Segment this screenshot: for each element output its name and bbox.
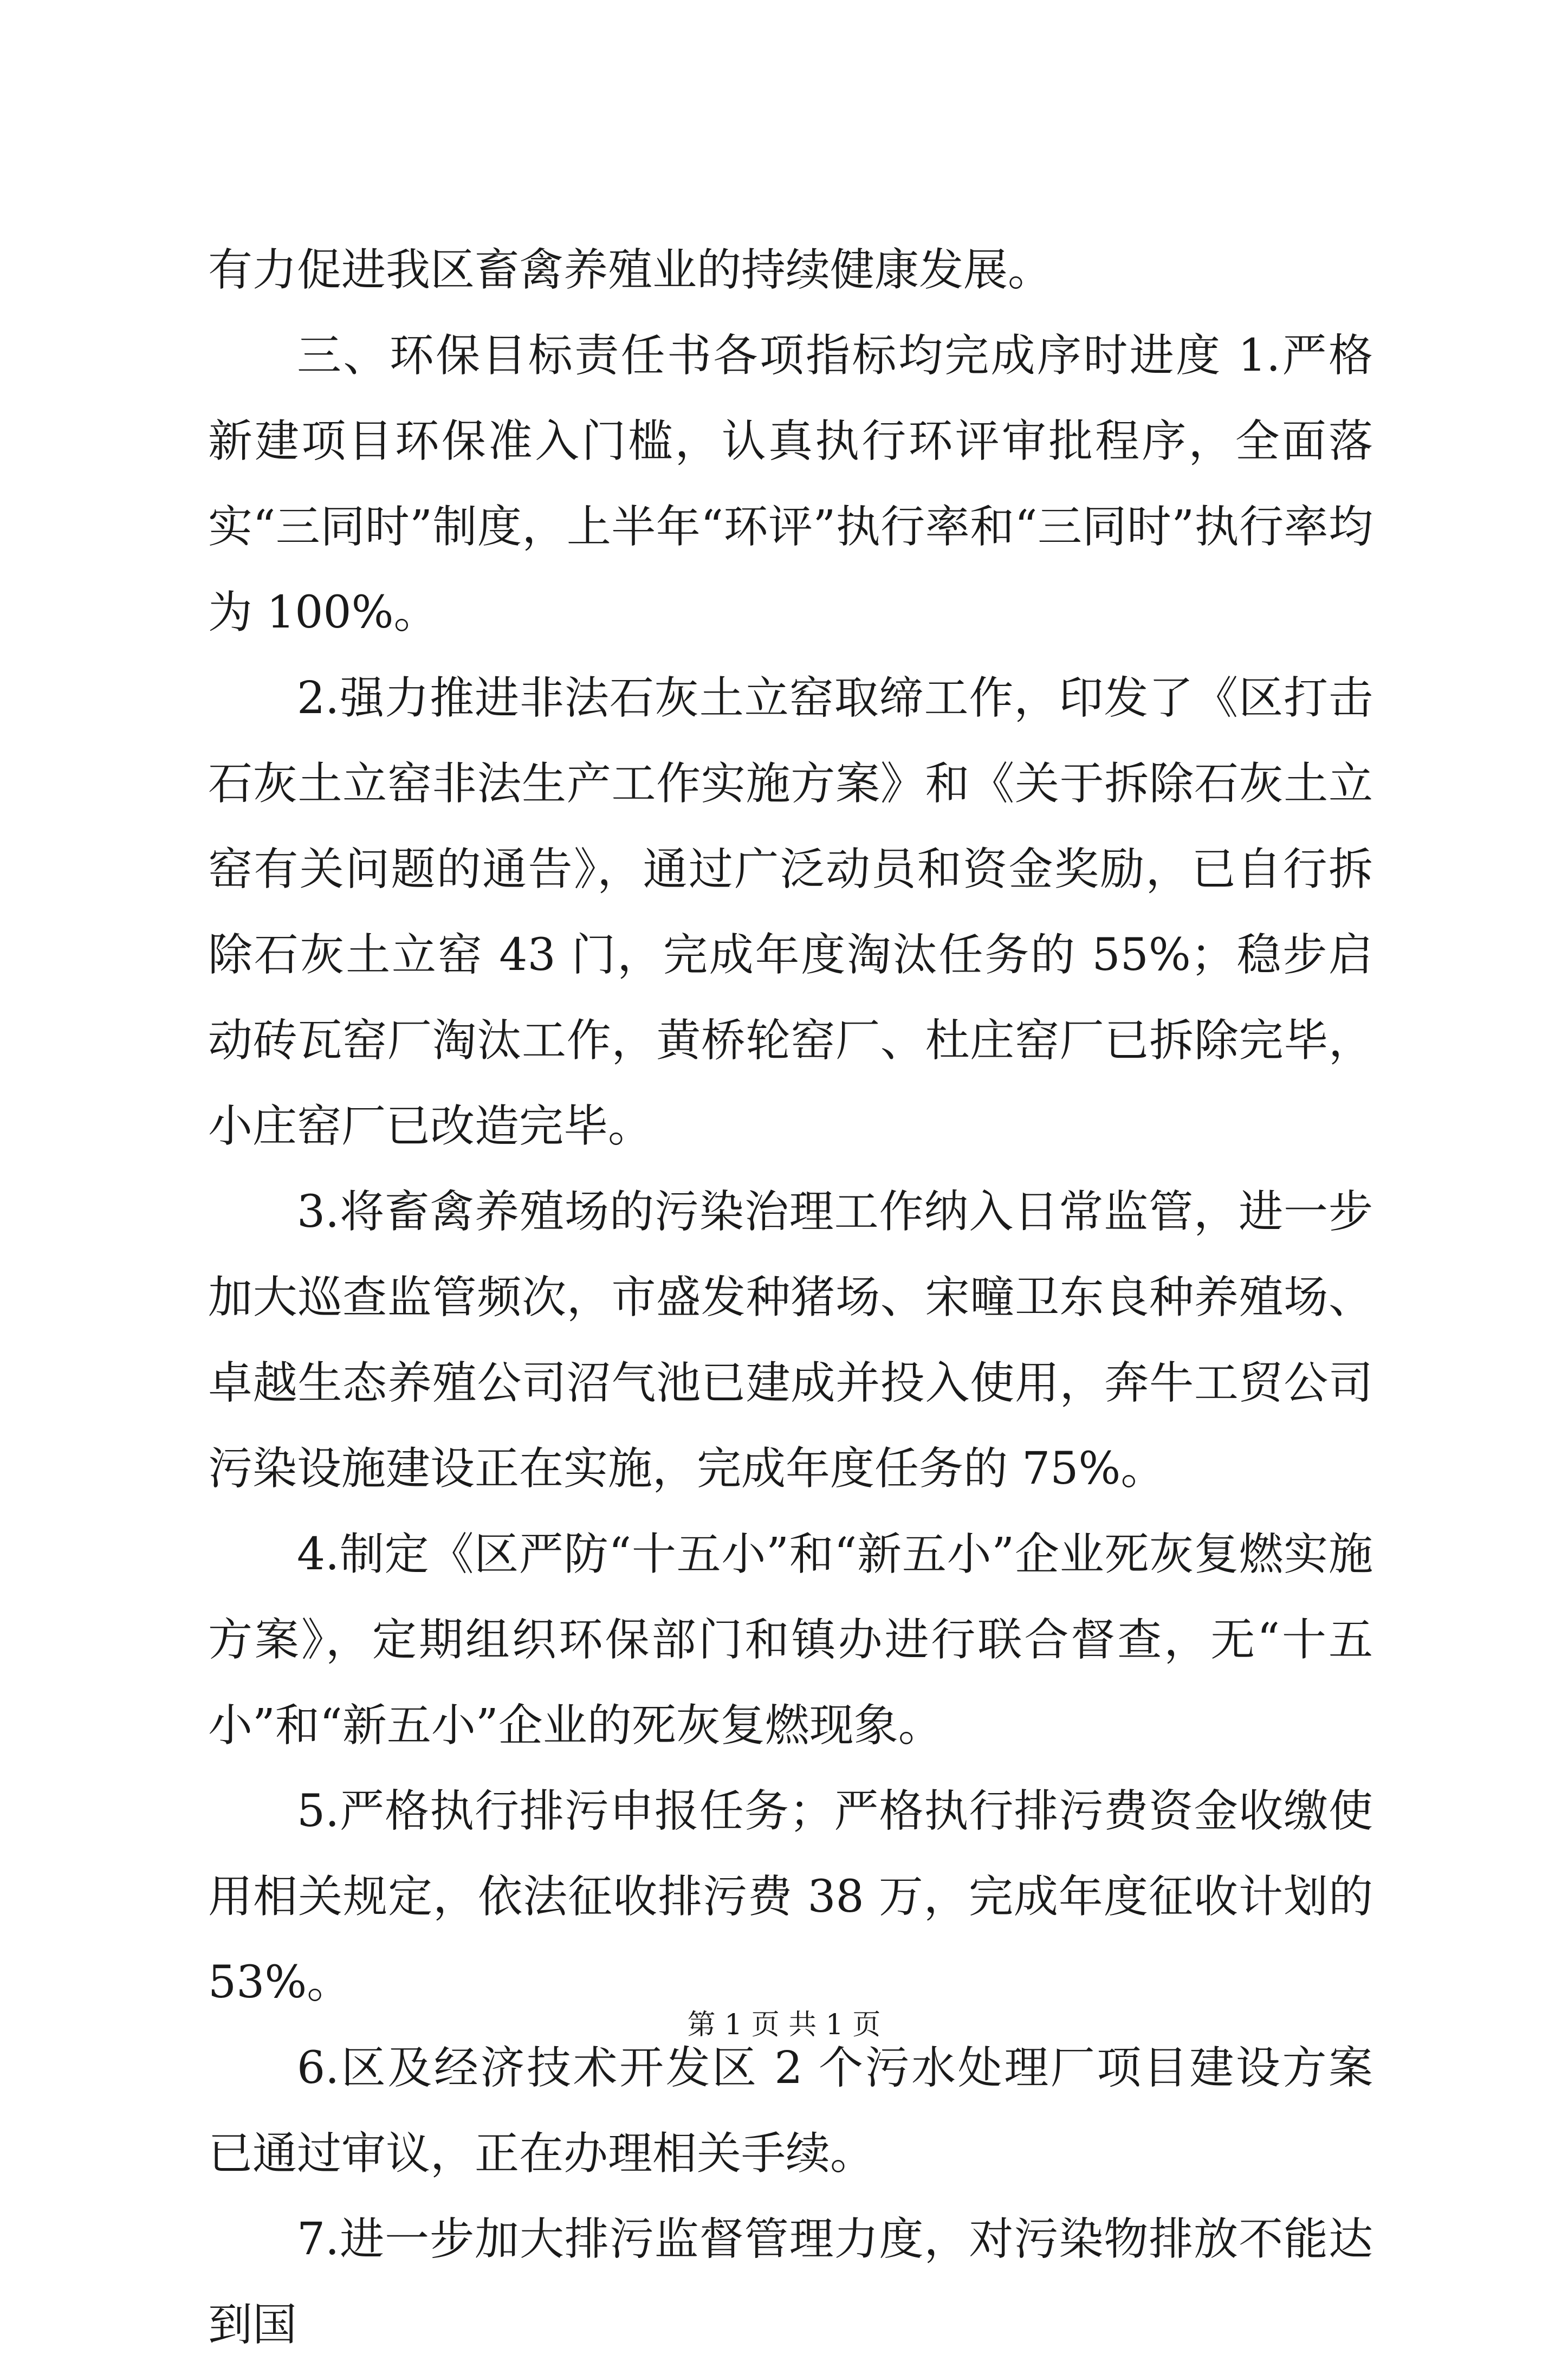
paragraph-continuation: 有力促进我区畜禽养殖业的持续健康发展。 — [208, 244, 1053, 296]
paragraph-item-2: 2.强力推进非法石灰土立窑取缔工作，印发了《区打击石灰土立窑非法生产工作实施方案》和《关于拆除石灰土立窑有关问题的通告》，通过广泛动员和资金奖励，已自行拆除石灰土立窑 43 门，完成年度淘汰任务的 55%；稳步启动砖瓦窑厂淘汰工作，黄桥轮窑厂、杜庄窑厂已拆除完毕，小庄窑厂已改造完毕。 — [208, 672, 1373, 1152]
paragraph-item-5: 5.严格执行排污申报任务；严格执行排污费资金收缴使用相关规定，依法征收排污费 38 万，完成年度征收计划的 53%。 — [208, 1785, 1373, 2008]
page-footer: 第 1 页 共 1 页 — [687, 2009, 881, 2041]
document-body — [208, 228, 1373, 2368]
paragraph-item-7: 7.进一步加大排污监督管理力度，对污染物排放不能达到国 — [208, 2214, 1373, 2351]
paragraph-section-three: 三、环保目标责任书各项指标均完成序时进度 1.严格新建项目环保准入门槛，认真执行环评审批程序，全面落实“三同时”制度，上半年“环评”执行率和“三同时”执行率均为 100%。 — [208, 330, 1373, 638]
paragraph-item-6: 6.区及经济技术开发区 2 个污水处理厂项目建设方案已通过审议，正在办理相关手续。 — [208, 2042, 1373, 2179]
paragraph-item-3: 3.将畜禽养殖场的污染治理工作纳入日常监管，进一步加大巡查监管频次，市盛发种猪场、宋疃卫东良种养殖场、卓越生态养殖公司沼气池已建成并投入使用，奔牛工贸公司污染设施建设正在实施，完成年度任务的 75%。 — [208, 1186, 1373, 1494]
paragraph-item-4: 4.制定《区严防“十五小”和“新五小”企业死灰复燃实施方案》，定期组织环保部门和镇办进行联合督查，无“十五小”和“新五小”企业的死灰复燃现象。 — [208, 1529, 1373, 1751]
